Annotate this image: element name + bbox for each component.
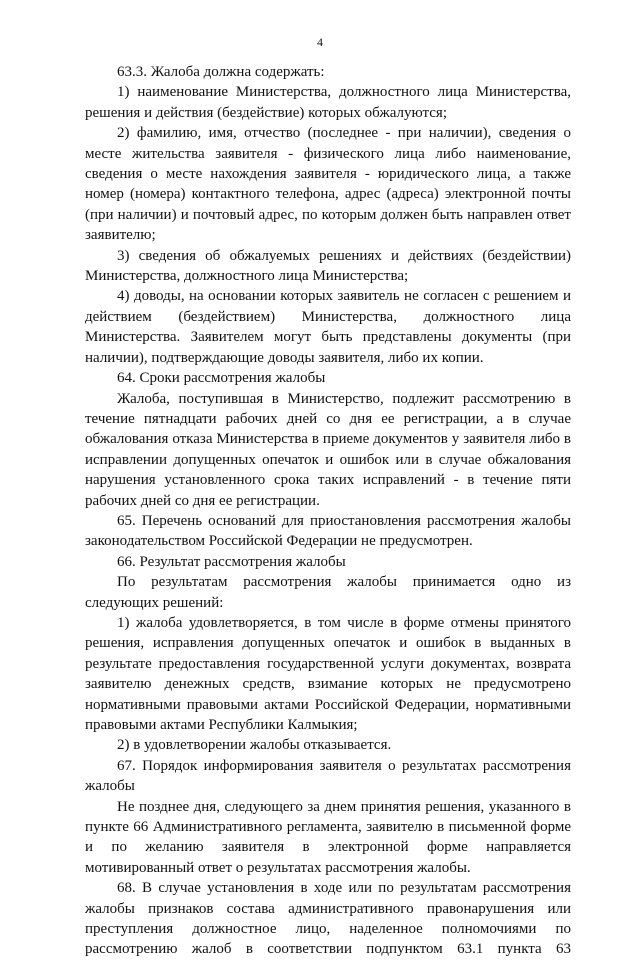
paragraph-66-item-2: 2) в удовлетворении жалобы отказывается. bbox=[117, 737, 392, 754]
paragraph-63-3-item-1: 1) наименование Министерства, должностного лица Министерства, решения и действия (бездействие) которых обжалуются; bbox=[85, 84, 571, 121]
paragraph-63-3-item-2: 2) фамилию, имя, отчество (последнее - при наличии), сведения о месте жительства заявителя - физического лица либо наименование, сведения о месте нахождения заявителя - юридического лица, а также номер (номера) контактного телефона, адрес (адреса) электронной почты (при наличии) и почтовый адрес, по которым должен быть направлен ответ заявителю; bbox=[85, 125, 571, 244]
paragraph-64-body: Жалоба, поступившая в Министерство, подлежит рассмотрению в течение пятнадцати рабочих дней со дня ее регистрации, а в случае обжалования отказа Министерства в приеме документов у заявителя либо в исправлении допущенных опечаток и ошибок или в случае обжалования нарушения установленного срока таких исправлений - в течение пяти рабочих дней со дня ее регистрации. bbox=[85, 390, 571, 509]
paragraph-63-3-item-4: 4) доводы, на основании которых заявитель не согласен с решением и действием (бездействием) Министерства, должностного лица Министерства. Заявителем могут быть представлены документы (при наличии), подтверждающие доводы заявителя, либо их копии. bbox=[85, 288, 571, 366]
paragraph-68: 68. В случае установления в ходе или по результатам рассмотрения жалобы признаков состава административного правонарушения или преступления должностное лицо, наделенное полномочиями по рассмотрению жалоб в соответствии подпунктом 63.1 пункта 63 bbox=[85, 880, 571, 958]
paragraph-66-intro: По результатам рассмотрения жалобы принимается одно из следующих решений: bbox=[85, 574, 571, 611]
paragraph-63-3: 63.3. Жалоба должна содержать: bbox=[117, 64, 325, 80]
paragraph-67-body: Не позднее дня, следующего за днем принятия решения, указанного в пункте 66 Административного регламента, заявителю в письменной форме и по желанию заявителя в электронной форме направляется мотивированный ответ о результатах рассмотрения жалобы. bbox=[85, 798, 571, 876]
page-number: 4 bbox=[317, 35, 323, 49]
document-body bbox=[85, 62, 571, 960]
section-heading-66: 66. Результат рассмотрения жалобы bbox=[117, 553, 346, 570]
section-heading-64: 64. Сроки рассмотрения жалобы bbox=[117, 370, 326, 387]
paragraph-65: 65. Перечень оснований для приостановления рассмотрения жалобы законодательством Российской Федерации не предусмотрен. bbox=[85, 512, 571, 550]
paragraph-63-3-item-3: 3) сведения об обжалуемых решениях и действиях (бездействии) Министерства, должностного лица Министерства; bbox=[85, 247, 571, 285]
section-heading-67: 67. Порядок информирования заявителя о результатах рассмотрения жалобы bbox=[85, 757, 571, 795]
paragraph-66-item-1: 1) жалоба удовлетворяется, в том числе в форме отмены принятого решения, исправления допущенных опечаток и ошибок в выданных в результате предоставления государственной услуги документах, возврата заявителю денежных средств, взимание которых не предусмотрено нормативными правовыми актами Российской Федерации, нормативными правовыми актами Республики Калмыкия; bbox=[85, 614, 571, 733]
